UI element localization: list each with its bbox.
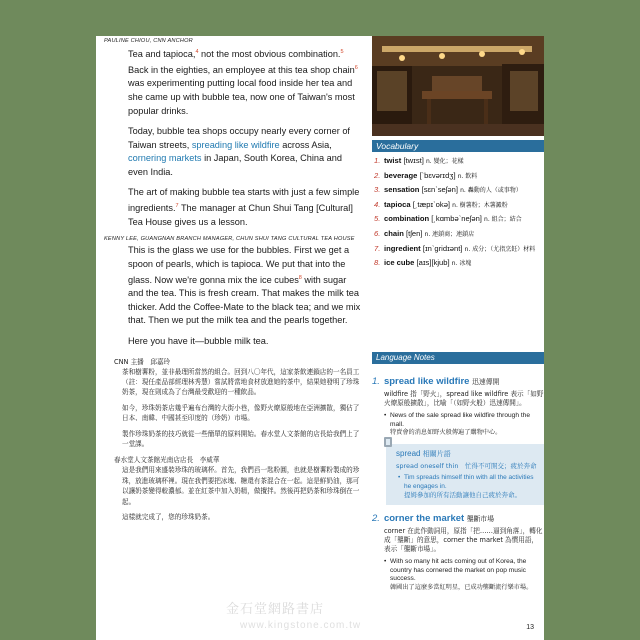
vocab-item: 6. chain [tʃen] n. 連鎖商；連鎖店 <box>374 228 475 238</box>
vocab-item: 3. sensation [sɛnˋseʃən] n. 轟動的人（或事物） <box>374 185 522 195</box>
note-1-example: • News of the sale spread like wildfire through the mall. 特賣會的消息如野火般傳遍了購物中心。 <box>390 412 544 438</box>
zh-paragraph-4: 這是我們用來盛裝珍珠的玻璃杯。首先，我們舀一匙粉圓，也就是樹薯粉製成的珍珠，放進玻璃杯裡。現在我們要把冰塊、糖還有茶混合在一起。這是鮮奶油，那可以讓奶茶變得較濃郁。並在紅茶中加入奶精，做攪拌。然後再把奶茶和珍珠倒在一起。 <box>122 466 360 506</box>
related-phrase-text: spread oneself thin 忙得不可開交；疲於奔命 <box>396 461 537 470</box>
highlight-spread-like-wildfire: spreading like wildfire <box>191 139 280 150</box>
related-phrase-title: spread 相關片語 <box>396 448 451 458</box>
paragraph-4: This is the glass we use for the bubbles. First we get a spoon of pearls, which is tapioca. We put that into the glass. Now we're gonna mix the ice cubes$^8$ with sugar and the tea. This is fresh cream. That makes the milk tea thicker. Add the Coffee-Mate to the black tea; and we mix that. Then we put the milk tea and the pearls together. <box>128 245 361 326</box>
note-1-title: 1. spread like wildfire 迅速傳開 <box>372 376 500 387</box>
watermark-url: www.kingstone.com.tw <box>240 620 362 631</box>
vocab-item: 4. tapioca [͵tæpɪˋokə] n. 樹薯粉；木薯澱粉 <box>374 199 508 209</box>
speaker-label-manager: KENNY LEE, GUANGNAN BRANCH MANAGER, CHUN SHUI TANG CULTURAL TEA HOUSE <box>104 236 355 243</box>
paragraph-3: The art of making bubble tea starts with just a few simple ingredients.$^7$ The manager at Chun Shui Tang [Cultural] Tea House gives us a lesson. <box>128 187 360 227</box>
textbook-page <box>96 36 544 640</box>
zh-paragraph-3: 製作珍珠奶茶的技巧就從一些簡單的原料開始。春水堂人文茶館的店長給我們上了一堂課。 <box>122 429 360 448</box>
vocab-item: 1. twist [twɪst] n. 變化；花樣 <box>374 156 464 165</box>
zh-speaker-manager: 春水堂人文茶館光南店店長 李威華 <box>114 456 220 465</box>
related-phrase-box <box>386 444 544 505</box>
vocab-item: 8. ice cube [aɪs][kjub] n. 冰塊 <box>374 258 472 268</box>
speaker-label-anchor: PAULINE CHIOU, CNN ANCHOR <box>104 38 193 44</box>
note-1-text: wildfire 指「野火」，spread like wildfire 表示「如野火燎原般擴散」，比喻「（如野火般）迅速傳開」。 <box>384 390 544 407</box>
note-2-example: • With so many hit acts coming out of Korea, the country has cornered the market on pop music success. 韓國出了這麼多當紅明星，已成功壟斷流行樂市場。 <box>390 558 544 592</box>
note-2-title: 2. corner the market 壟斷市場 <box>372 513 495 525</box>
language-notes-header: Language Notes <box>372 352 544 364</box>
page-number: 13 <box>526 624 534 631</box>
vocab-item: 2. beverage [ˋbɛvərɪdʒ] n. 飲料 <box>374 170 478 180</box>
related-phrase-example: • Tim spreads himself thin with all the activities he engages in. 提姆參加的所有活動讓他自己疲於奔命。 <box>404 474 540 500</box>
vocabulary-list <box>372 156 544 273</box>
zh-speaker-anchor: CNN 主播 邱嘉玲 <box>114 357 171 366</box>
paragraph-2: Today, bubble tea shops occupy nearly every corner of Taiwan streets, spreading like wildfire across Asia, cornering markets in Japan, South Korea, China and even India. <box>128 126 350 177</box>
zh-paragraph-5: 這樣就完成了，您的珍珠奶茶。 <box>122 513 215 521</box>
language-notes <box>372 368 544 593</box>
watermark: 金石堂網路書店 <box>226 602 325 617</box>
main-text-column <box>104 38 364 527</box>
zh-paragraph-2: 如今，珍珠奶茶店幾乎遍布台灣的大街小巷，像野火燎原般地在亞洲擴散，獨佔了日本、南韓、中國甚至印度的（珍奶）市場。 <box>122 403 360 423</box>
vocab-item: 5. combination [͵kɑmbəˋneʃən] n. 組合；結合 <box>374 214 522 224</box>
note-2-text: corner 在此作動詞用，原指「把……逼到角落」，轉化成「壟斷」的意思，corner the market 為慣用語，表示「壟斷市場」。 <box>384 527 543 554</box>
vocabulary-header: Vocabulary <box>372 140 544 152</box>
paragraph-1: Tea and tapioca,$^4$ not the most obvious combination.$^5$ Back in the eighties, an employee at this tea shop chain$^6$ was experimenting putting local food inside her tea and she came up with bubble tea, now one of Taiwan's most popular drinks. <box>128 49 358 116</box>
paragraph-5: Here you have it—bubble milk tea. <box>128 335 269 346</box>
zh-paragraph-1: 茶和樹薯粉，並非最理所當然的組合。回到八〇年代，這家茶飲連鎖店的一名員工（註：現任產品部經理林秀慧）嘗試將當地食材放進她的茶中，結果她發明了珍珠奶茶，現在則成為了台灣最受歡迎的一種飲品。 <box>122 367 360 397</box>
paperclip-icon <box>382 436 394 448</box>
teahouse-photo <box>372 36 544 136</box>
vocab-item: 7. ingredient [ɪnˋgridɪənt] n. 成分；（尤指烹飪）材料 <box>374 243 536 253</box>
highlight-cornering-markets: cornering markets <box>128 153 202 164</box>
